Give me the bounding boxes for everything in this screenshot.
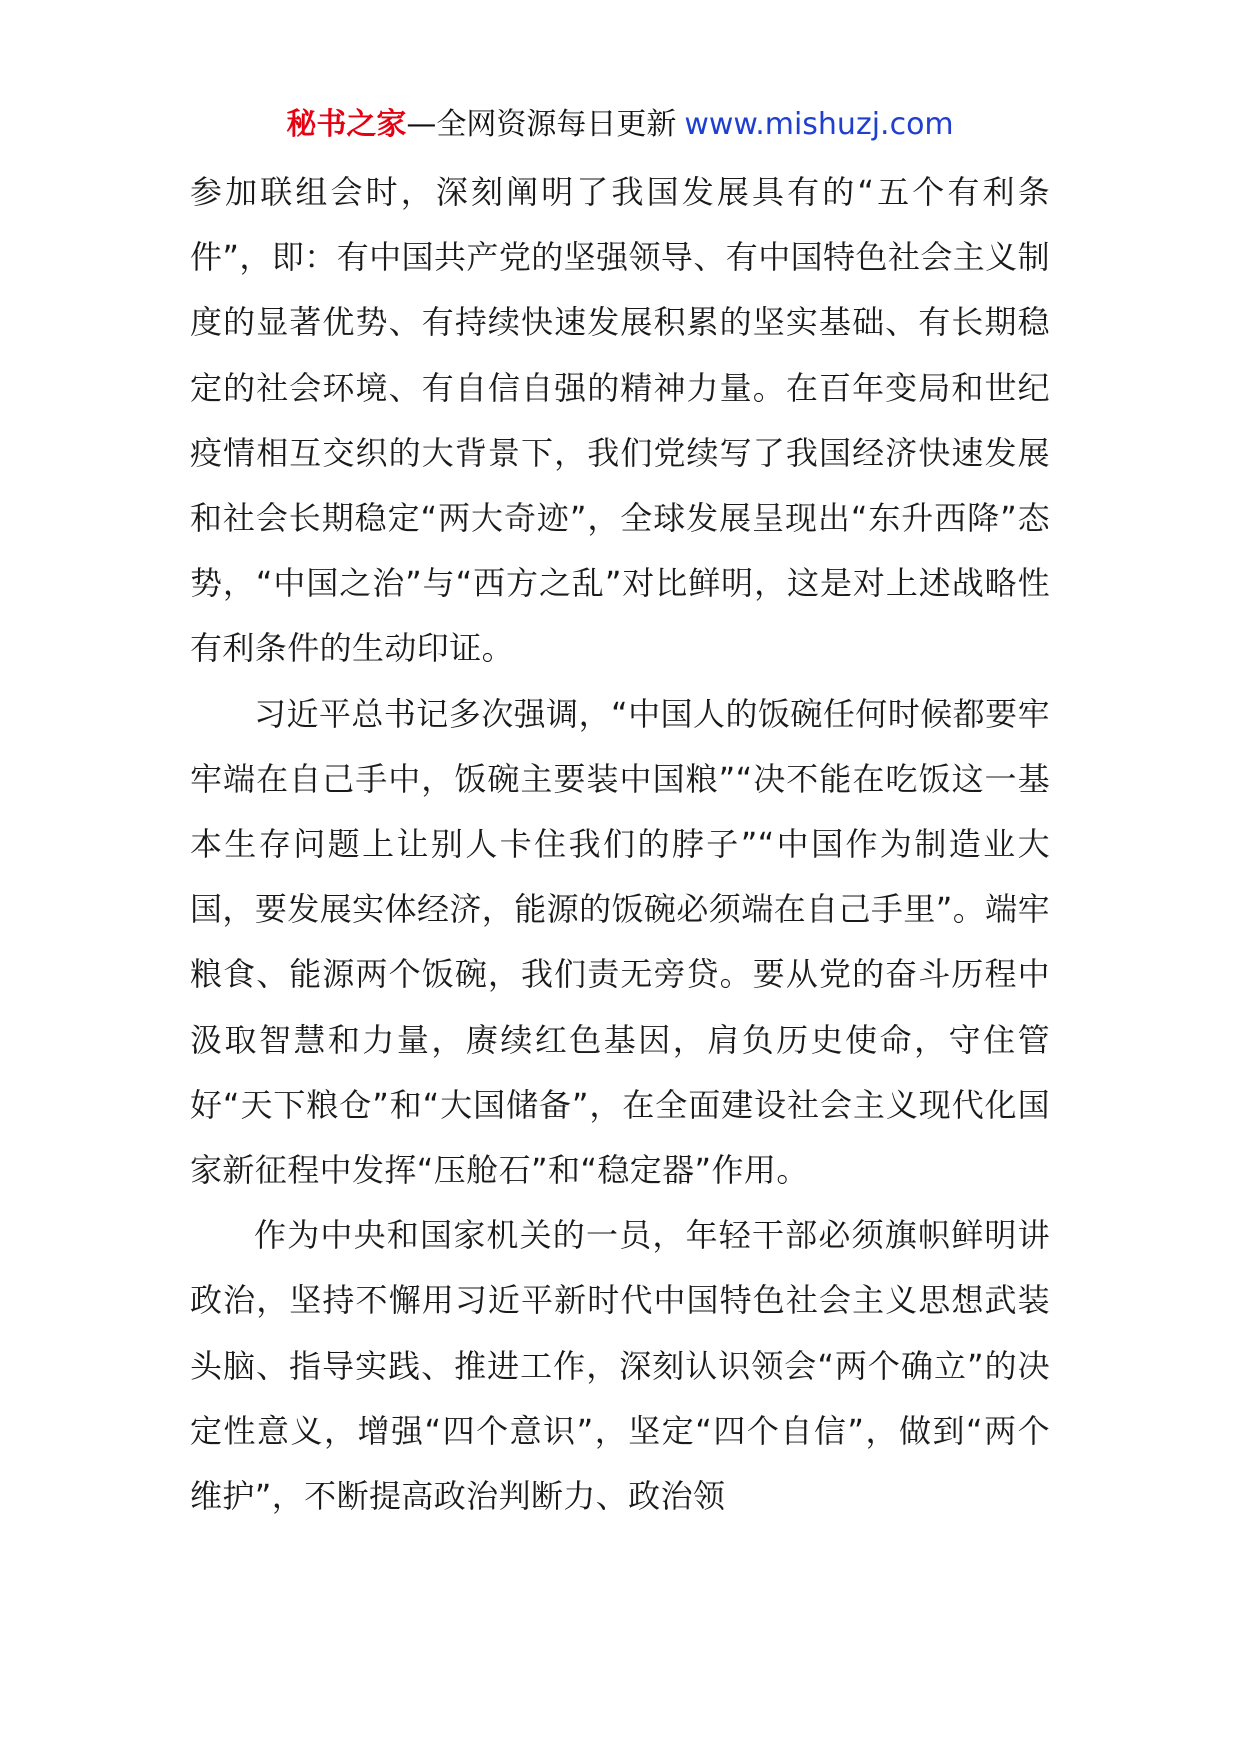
header-url-link[interactable]: www.mishuzj.com [684, 107, 954, 142]
header-slogan: —全网资源每日更新 [406, 107, 677, 142]
paragraph-3: 作为中央和国家机关的一员，年轻干部必须旗帜鲜明讲政治，坚持不懈用习近平新时代中国特色社会主义思想武装头脑、指导实践、推进工作，深刻认识领会“两个确立”的决定性意义，增强“四个意识”，坚定“四个自信”，做到“两个维护”，不断提高政治判断力、政治领 [190, 1216, 1050, 1516]
paragraph-2: 习近平总书记多次强调，“中国人的饭碗任何时候都要牢牢端在自己手中，饭碗主要装中国粮”“决不能在吃饭这一基本生存问题上让别人卡住我们的脖子”“中国作为制造业大国，要发展实体经济，能源的饭碗必须端在自己手里”。端牢粮食、能源两个饭碗，我们责无旁贷。要从党的奋斗历程中汲取智慧和力量，赓续红色基因，肩负历史使命，守住管好“天下粮仓”和“大国储备”，在全面建设社会主义现代化国家新征程中发挥“压舱石”和“稳定器”作用。 [190, 694, 1050, 1190]
page-header [0, 98, 1240, 152]
paragraph-1: 参加联组会时，深刻阐明了我国发展具有的“五个有利条件”，即：有中国共产党的坚强领导、有中国特色社会主义制度的显著优势、有持续快速发展积累的坚实基础、有长期稳定的社会环境、有自信自强的精神力量。在百年变局和世纪疫情相互交织的大背景下，我们党续写了我国经济快速发展和社会长期稳定“两大奇迹”，全球发展呈现出“东升西降”态势，“中国之治”与“西方之乱”对比鲜明，这是对上述战略性有利条件的生动印证。 [190, 173, 1050, 668]
header-brand: 秘书之家 [286, 107, 407, 142]
document-body [190, 160, 1050, 1529]
